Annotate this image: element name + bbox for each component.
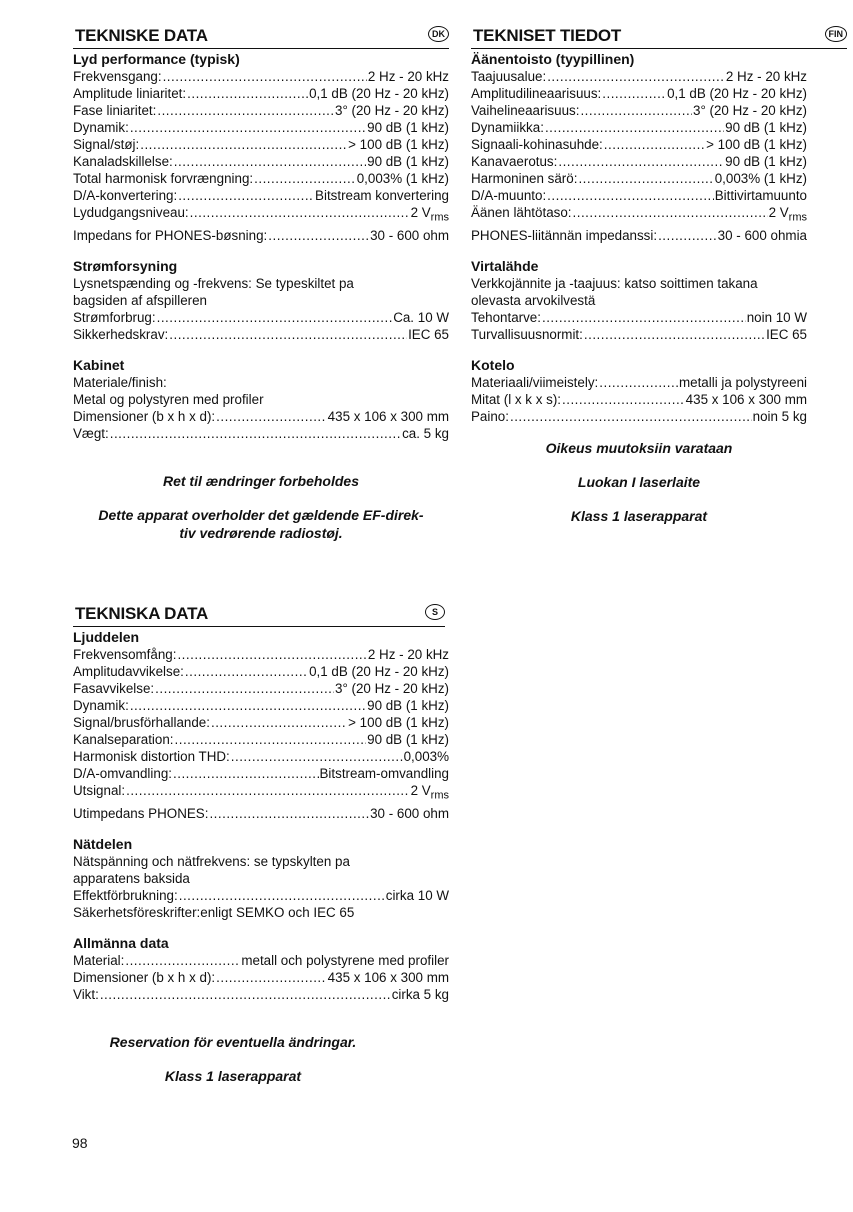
spec-value-text: 30 - 600 ohmia <box>717 227 807 243</box>
dot-leader <box>578 170 713 187</box>
dk-power-title: Strømforsyning <box>73 257 178 274</box>
spec-value-text: ca. 5 kg <box>402 425 449 441</box>
spec-value-text: 90 dB (1 kHz) <box>725 154 807 169</box>
spec-value <box>370 805 449 822</box>
dot-leader <box>187 85 308 102</box>
spec-label: Frekvensomfång: <box>73 647 177 662</box>
fin-country-badge: FIN <box>825 26 848 42</box>
spec-value <box>309 663 449 680</box>
spec-row <box>73 748 449 765</box>
spec-label: Vægt: <box>73 425 109 441</box>
spec-label: Lydudgangsniveau: <box>73 205 189 220</box>
dot-leader <box>209 805 369 822</box>
se-general-section <box>73 935 449 1003</box>
spec-value-text: 3° (20 Hz - 20 kHz) <box>335 681 449 696</box>
spec-label: Kanavaerotus: <box>471 154 558 169</box>
dk-cabinet-line-1: Materiale/finish: <box>73 374 167 390</box>
spec-label: Taajuusalue: <box>471 69 547 84</box>
dk-note-changes: Ret til ændringer forbeholdes <box>162 472 359 489</box>
dk-country-badge: DK <box>428 26 449 42</box>
spec-value-text: IEC 65 <box>408 326 449 342</box>
dot-leader <box>190 204 410 227</box>
dot-leader <box>216 408 327 425</box>
dk-cabinet-rows <box>73 408 449 442</box>
spec-label: Amplitude liniaritet: <box>73 86 187 101</box>
dot-leader <box>179 887 385 904</box>
spec-row <box>73 153 449 170</box>
spec-value <box>357 170 449 187</box>
spec-label: Strømforbrug: <box>73 309 156 325</box>
spec-row <box>73 68 449 85</box>
spec-value <box>367 153 449 170</box>
spec-value-text: 2 Hz - 20 kHz <box>725 69 807 84</box>
spec-value-text: 435 x 106 x 300 mm <box>327 408 449 424</box>
spec-value <box>367 119 449 136</box>
spec-value-text: 3° (20 Hz - 20 kHz) <box>693 103 807 118</box>
spec-value <box>686 391 807 408</box>
dot-leader <box>658 227 717 244</box>
spec-value <box>315 187 449 204</box>
spec-value-text: Ca. 10 W <box>393 309 449 325</box>
spec-row <box>73 646 449 663</box>
dot-leader <box>185 663 308 680</box>
spec-row <box>73 227 449 244</box>
spec-row <box>73 326 449 343</box>
dot-leader <box>175 731 367 748</box>
spec-value <box>368 68 449 85</box>
spec-label: Fase liniaritet: <box>73 103 157 118</box>
fin-sound-rows <box>471 68 807 244</box>
dot-leader <box>157 102 334 119</box>
spec-value <box>769 204 807 227</box>
spec-label: Amplitudavvikelse: <box>73 664 184 679</box>
spec-row <box>73 680 449 697</box>
dk-sound-title: Lyd performance (typisk) <box>73 51 240 67</box>
spec-row <box>73 309 449 326</box>
spec-row <box>73 187 449 204</box>
spec-label: Dynamik: <box>73 120 129 135</box>
se-sound-rows <box>73 646 449 822</box>
dk-header <box>73 26 449 49</box>
spec-label: Vikt: <box>73 986 99 1002</box>
spec-value-text: 435 x 106 x 300 mm <box>685 391 807 407</box>
spec-value-text: 90 dB (1 kHz) <box>367 154 449 169</box>
spec-row <box>73 731 449 748</box>
spec-row <box>73 969 449 986</box>
spec-row <box>471 326 807 343</box>
dot-leader <box>177 646 366 663</box>
spec-value-text: 0,1 dB (20 Hz - 20 kHz) <box>667 86 807 101</box>
spec-value-text: 30 - 600 ohm <box>370 805 449 821</box>
dot-leader <box>602 85 666 102</box>
spec-value-text: > 100 dB (1 kHz) <box>706 137 807 152</box>
dot-leader <box>216 969 327 986</box>
spec-value <box>402 425 449 442</box>
se-title: TEKNISKA DATA <box>75 604 209 623</box>
se-power-line-1: Nätspänning och nätfrekvens: se typskylten pa <box>73 853 350 869</box>
spec-value-text: > 100 dB (1 kHz) <box>348 137 449 152</box>
spec-label: Utsignal: <box>73 783 126 798</box>
spec-label: Signaali-kohinasuhde: <box>471 137 603 152</box>
fin-cabinet-rows <box>471 374 807 425</box>
spec-label: Total harmonisk forvrængning: <box>73 171 254 186</box>
dk-note-ec-line-2: tiv vedrørende radiostøj. <box>179 524 343 541</box>
se-general-title: Allmänna data <box>73 934 169 951</box>
fin-sound-title: Äänentoisto (tyypillinen) <box>471 51 635 67</box>
se-power-rows <box>73 887 449 904</box>
fin-header <box>471 26 847 49</box>
dot-leader <box>604 136 705 153</box>
spec-value-text: Bittivirtamuunto <box>714 188 807 203</box>
spec-label: Tehontarve: <box>471 309 541 325</box>
spec-value <box>368 646 449 663</box>
spec-row <box>73 136 449 153</box>
dot-leader <box>542 309 746 326</box>
se-power-safety: Säkerhetsföreskrifter:enligt SEMKO och IEC 65 <box>73 904 355 920</box>
spec-value-text: noin 5 kg <box>752 408 807 424</box>
se-country-badge: S <box>425 604 445 620</box>
spec-value-text: 2 V <box>410 205 431 220</box>
se-sound-section <box>73 629 449 822</box>
spec-label: Amplitudilineaarisuus: <box>471 86 602 101</box>
spec-label: Material: <box>73 952 125 968</box>
spec-value-text: 2 Hz - 20 kHz <box>367 647 449 662</box>
spec-row <box>471 102 807 119</box>
spec-value <box>320 765 450 782</box>
dot-leader <box>173 765 319 782</box>
spec-value <box>328 969 449 986</box>
spec-row <box>471 119 807 136</box>
dot-leader <box>140 136 347 153</box>
spec-row <box>471 408 807 425</box>
spec-label: Paino: <box>471 408 509 424</box>
se-power-title: Nätdelen <box>73 835 133 852</box>
fin-note-laser: Luokan I laserlaite <box>577 473 701 490</box>
spec-value <box>408 326 449 343</box>
fin-power-line-1: Verkkojännite ja -taajuus: katso soittimen takana <box>471 275 758 291</box>
spec-value <box>241 952 449 969</box>
spec-value <box>706 136 807 153</box>
spec-value <box>725 153 807 170</box>
spec-row <box>471 374 807 391</box>
spec-row <box>73 887 449 904</box>
spec-label: Materiaali/viimeistely: <box>471 374 599 390</box>
dk-power-section <box>73 258 449 343</box>
spec-value-text: 2 Hz - 20 kHz <box>367 69 449 84</box>
spec-value <box>348 714 449 731</box>
spec-value <box>718 227 807 244</box>
spec-row <box>471 170 807 187</box>
spec-value-text: noin 10 W <box>746 309 807 325</box>
spec-row <box>73 425 449 442</box>
spec-value <box>747 309 807 326</box>
dot-leader <box>562 391 685 408</box>
spec-label: Äänen lähtötaso: <box>471 205 572 220</box>
spec-value <box>367 697 449 714</box>
spec-row <box>471 153 807 170</box>
dot-leader <box>584 326 765 343</box>
dot-leader <box>169 326 407 343</box>
spec-value-text: 90 dB (1 kHz) <box>367 732 449 747</box>
spec-value-text: 90 dB (1 kHz) <box>367 698 449 713</box>
spec-label: Dynamik: <box>73 698 129 713</box>
dk-power-line-1: Lysnetspænding og -frekvens: Se typeskiltet pa <box>73 275 354 291</box>
spec-value-subscript: rms <box>430 211 449 224</box>
spec-row <box>73 782 449 805</box>
dot-leader <box>580 102 692 119</box>
spec-value-text: 2 V <box>768 205 789 220</box>
spec-label: D/A-muunto: <box>471 188 547 203</box>
dot-leader <box>174 153 366 170</box>
section-fin <box>471 26 847 525</box>
spec-value-subscript: rms <box>430 789 449 802</box>
spec-value-text: 0,1 dB (20 Hz - 20 kHz) <box>309 86 449 101</box>
spec-value-text: metalli ja polystyreeni <box>678 374 807 390</box>
spec-label: Impedans for PHONES-bøsning: <box>73 227 268 243</box>
spec-value-text: 0,003% <box>403 749 449 764</box>
spec-label: Dimensioner (b x h x d): <box>73 408 216 424</box>
dot-leader <box>110 425 401 442</box>
spec-row <box>471 68 807 85</box>
spec-row <box>471 187 807 204</box>
dot-leader <box>510 408 752 425</box>
spec-value <box>335 680 449 697</box>
spec-value-text: Bitstream-omvandling <box>319 766 449 781</box>
dot-leader <box>155 680 334 697</box>
page-number: 98 <box>72 1135 88 1151</box>
spec-value-text: 0,1 dB (20 Hz - 20 kHz) <box>309 664 449 679</box>
spec-label: Dynamiikka: <box>471 120 544 135</box>
se-note-laser: Klass 1 laserapparat <box>164 1067 302 1084</box>
spec-row <box>73 805 449 822</box>
spec-row <box>73 85 449 102</box>
spec-value-text: cirka 5 kg <box>391 986 449 1002</box>
dot-leader <box>558 153 724 170</box>
spec-value <box>392 986 449 1003</box>
fin-power-title: Virtalähde <box>471 257 539 274</box>
dot-leader <box>130 697 366 714</box>
spec-row <box>73 102 449 119</box>
dot-leader <box>268 227 369 244</box>
spec-row <box>73 170 449 187</box>
spec-row <box>73 408 449 425</box>
section-dk <box>73 26 449 542</box>
fin-power-section <box>471 258 847 343</box>
spec-value <box>715 187 807 204</box>
spec-value <box>726 68 807 85</box>
spec-row <box>73 697 449 714</box>
se-note-changes: Reservation för eventuella ändringar. <box>109 1033 357 1050</box>
spec-label: Utimpedans PHONES: <box>73 805 209 821</box>
spec-value-text: > 100 dB (1 kHz) <box>348 715 449 730</box>
spec-value-text: metall och polystyrene med profiler <box>241 952 449 968</box>
spec-value-text: Bitstream konvertering <box>315 188 449 203</box>
spec-value <box>753 408 807 425</box>
spec-value-text: 435 x 106 x 300 mm <box>327 969 449 985</box>
spec-label: Vaihelineaarisuus: <box>471 103 580 118</box>
se-sound-title: Ljuddelen <box>73 629 140 645</box>
fin-note-changes: Oikeus muutoksiin varataan <box>545 439 733 456</box>
spec-label: D/A-omvandling: <box>73 766 172 781</box>
section-se <box>73 604 449 1085</box>
fin-power-line-2: olevasta arvokilvestä <box>471 292 596 308</box>
spec-row <box>471 136 807 153</box>
dot-leader <box>178 187 314 204</box>
dk-sound-rows <box>73 68 449 244</box>
spec-label: Dimensioner (b x h x d): <box>73 969 216 985</box>
spec-label: Signal/brusförhallande: <box>73 715 210 730</box>
spec-value <box>393 309 449 326</box>
dot-leader <box>599 374 678 391</box>
spec-label: Kanaladskillelse: <box>73 154 173 169</box>
spec-label: Kanalseparation: <box>73 732 174 747</box>
se-header <box>73 604 445 627</box>
spec-value <box>411 204 449 227</box>
spec-label: Frekvensgang: <box>73 69 162 84</box>
spec-value-subscript: rms <box>788 211 807 224</box>
spec-row <box>73 714 449 731</box>
spec-label: Harmoninen särö: <box>471 171 578 186</box>
dot-leader <box>211 714 347 731</box>
spec-value <box>715 170 807 187</box>
spec-label: Sikkerhedskrav: <box>73 326 169 342</box>
dk-sound-section <box>73 51 449 244</box>
spec-value <box>766 326 807 343</box>
spec-value-text: 90 dB (1 kHz) <box>725 120 807 135</box>
spec-row <box>471 391 807 408</box>
fin-title: TEKNISET TIEDOT <box>473 26 622 45</box>
spec-value-text: IEC 65 <box>766 326 807 342</box>
spec-value-text: 3° (20 Hz - 20 kHz) <box>335 103 449 118</box>
spec-value <box>370 227 449 244</box>
dk-title: TEKNISKE DATA <box>75 26 208 45</box>
spec-value <box>411 782 449 805</box>
dk-cabinet-line-2: Metal og polystyren med profiler <box>73 391 264 407</box>
spec-value-text: cirka 10 W <box>385 887 449 903</box>
spec-label: Signal/støj: <box>73 137 140 152</box>
spec-label: Effektförbrukning: <box>73 887 178 903</box>
spec-row <box>471 204 807 227</box>
spec-row <box>73 952 449 969</box>
spec-value <box>679 374 807 391</box>
spec-value <box>667 85 807 102</box>
spec-value-text: 30 - 600 ohm <box>370 227 449 243</box>
spec-label: D/A-konvertering: <box>73 188 178 203</box>
dk-cabinet-title: Kabinet <box>73 356 125 373</box>
spec-row <box>73 765 449 782</box>
spec-value-text: 2 V <box>410 783 431 798</box>
spec-row <box>73 986 449 1003</box>
spec-label: Fasavvikelse: <box>73 681 155 696</box>
fin-note-laser-se: Klass 1 laserapparat <box>570 507 708 524</box>
spec-label: Harmonisk distortion THD: <box>73 749 230 764</box>
dot-leader <box>547 68 725 85</box>
fin-cabinet-title: Kotelo <box>471 356 515 373</box>
spec-value-text: 0,003% (1 kHz) <box>356 171 449 186</box>
se-power-section <box>73 836 449 921</box>
spec-row <box>73 119 449 136</box>
spec-row <box>73 204 449 227</box>
dot-leader <box>157 309 393 326</box>
dot-leader <box>545 119 724 136</box>
spec-value-text: 90 dB (1 kHz) <box>367 120 449 135</box>
spec-value <box>348 136 449 153</box>
dot-leader <box>126 782 409 805</box>
spec-row <box>471 85 807 102</box>
dk-cabinet-section <box>73 357 449 442</box>
spec-row <box>471 309 807 326</box>
spec-label: Turvallisuusnormit: <box>471 326 583 342</box>
se-power-line-2: apparatens baksida <box>73 870 190 886</box>
spec-row <box>471 227 807 244</box>
spec-value <box>404 748 449 765</box>
spec-value <box>335 102 449 119</box>
dot-leader <box>231 748 403 765</box>
spec-value <box>367 731 449 748</box>
fin-sound-section <box>471 51 847 244</box>
fin-power-rows <box>471 309 807 343</box>
spec-value <box>328 408 449 425</box>
spec-value <box>693 102 807 119</box>
dot-leader <box>100 986 391 1003</box>
spec-value <box>386 887 449 904</box>
dk-power-line-2: bagsiden af afspilleren <box>73 292 207 308</box>
spec-row <box>73 663 449 680</box>
dot-leader <box>130 119 366 136</box>
dot-leader <box>573 204 768 227</box>
dot-leader <box>125 952 240 969</box>
dot-leader <box>547 187 714 204</box>
fin-cabinet-section <box>471 357 847 425</box>
spec-label: PHONES-liitännän impedanssi: <box>471 227 658 243</box>
spec-value <box>309 85 449 102</box>
spec-value-text: 0,003% (1 kHz) <box>714 171 807 186</box>
dot-leader <box>163 68 367 85</box>
spec-label: Mitat (l x k x s): <box>471 391 562 407</box>
se-general-rows <box>73 952 449 1003</box>
dot-leader <box>254 170 356 187</box>
spec-value <box>725 119 807 136</box>
dk-note-ec-line-1: Dette apparat overholder det gældende EF-direk- <box>98 506 424 523</box>
dk-power-rows <box>73 309 449 343</box>
